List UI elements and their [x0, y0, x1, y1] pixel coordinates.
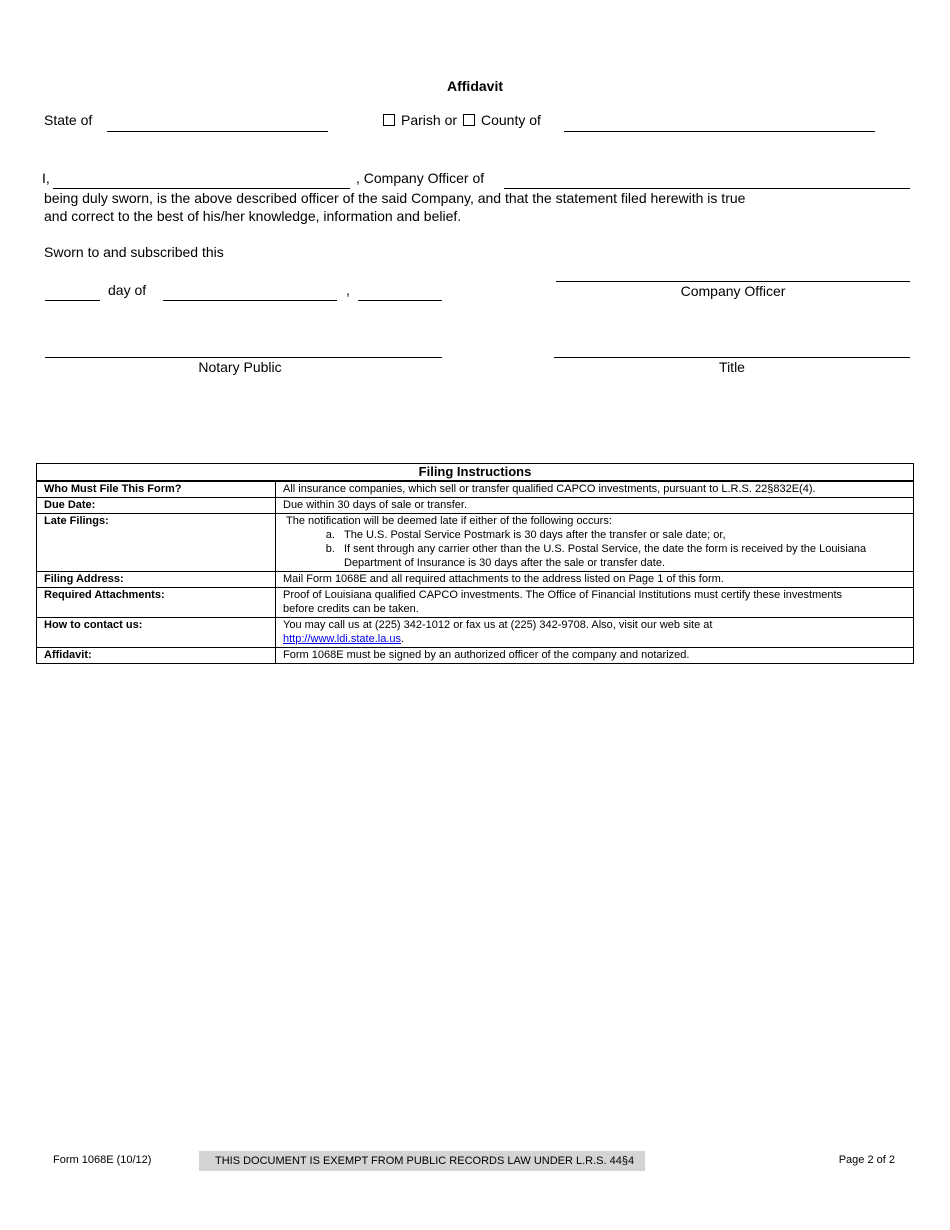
notary-signature-line[interactable] — [45, 357, 442, 358]
late-filings-list — [283, 528, 913, 570]
table-row — [37, 481, 914, 498]
parish-label: Parish or — [401, 112, 458, 128]
sworn-statement-line1: being duly sworn, is the above described officer of the said Company, and that the statement filed herewith is true — [44, 190, 746, 206]
row-text: All insurance companies, which sell or transfer qualified CAPCO investments, pursuant to L.R.S. 22§832E(4). — [276, 481, 914, 498]
sworn-to-label: Sworn to and subscribed this — [44, 244, 224, 260]
i-label: I, — [42, 170, 50, 186]
sworn-statement-line2: and correct to the best of his/her knowledge, information and belief. — [44, 208, 462, 224]
table-row — [37, 572, 914, 588]
officer-name-field[interactable] — [53, 188, 350, 189]
row-label: Late Filings: — [37, 514, 276, 572]
table-row — [37, 618, 914, 648]
county-checkbox[interactable] — [463, 114, 475, 126]
form-number: Form 1068E (10/12) — [53, 1154, 152, 1166]
state-label: State of — [44, 112, 93, 128]
notary-public-label: Notary Public — [198, 359, 282, 375]
title-label: Title — [719, 359, 745, 375]
row-text: Mail Form 1068E and all required attachments to the address listed on Page 1 of this form. — [276, 572, 914, 588]
row-label: Who Must File This Form? — [37, 481, 276, 498]
company-officer-sig-label: Company Officer — [680, 283, 786, 299]
exempt-notice: THIS DOCUMENT IS EXEMPT FROM PUBLIC RECORDS LAW UNDER L.R.S. 44§4 — [199, 1151, 645, 1171]
year-field[interactable] — [358, 300, 442, 301]
table-row — [37, 498, 914, 514]
page-number: Page 2 of 2 — [838, 1154, 895, 1166]
row-text: The notification will be deemed late if either of the following occurs: — [286, 515, 612, 527]
row-label: Due Date: — [37, 498, 276, 514]
county-label: County of — [481, 112, 541, 128]
parish-checkbox[interactable] — [383, 114, 395, 126]
row-text: You may call us at (225) 342-1012 or fax us at (225) 342-9708. Also, visit our web site at — [283, 619, 713, 631]
table-row — [37, 514, 914, 572]
row-label: Filing Address: — [37, 572, 276, 588]
link-period: . — [401, 633, 405, 645]
title-signature-line[interactable] — [554, 357, 910, 358]
affidavit-title: Affidavit — [447, 78, 503, 94]
company-name-field[interactable] — [504, 188, 910, 189]
row-label: Required Attachments: — [37, 588, 276, 618]
filing-instructions-heading: Filing Instructions — [37, 464, 914, 482]
company-officer-of-label: , Company Officer of — [356, 170, 485, 186]
month-field[interactable] — [163, 300, 337, 301]
filing-instructions-table — [36, 463, 914, 664]
row-text: Form 1068E must be signed by an authorized officer of the company and notarized. — [276, 648, 914, 664]
row-text: Proof of Louisiana qualified CAPCO investments. The Office of Financial Institutions must certify these investments before credits can be taken. — [276, 588, 914, 618]
table-row — [37, 648, 914, 664]
company-officer-signature-line[interactable] — [556, 281, 910, 282]
day-of-label: day of — [108, 282, 147, 298]
parish-county-field[interactable] — [564, 131, 875, 132]
day-field[interactable] — [45, 300, 100, 301]
row-label: Affidavit: — [37, 648, 276, 664]
contact-cell — [276, 618, 914, 648]
row-text: Due within 30 days of sale or transfer. — [276, 498, 914, 514]
website-link[interactable]: http://www.ldi.state.la.us — [283, 633, 401, 645]
list-item: a. The U.S. Postal Service Postmark is 30 days after the transfer or sale date; or, — [338, 528, 913, 542]
list-item: b. If sent through any carrier other than the U.S. Postal Service, the date the form is received by the Louisiana Department of Insurance is 30 days after the sale or transfer date. — [338, 542, 913, 570]
state-field[interactable] — [107, 131, 328, 132]
late-filings-cell — [276, 514, 914, 572]
date-comma: , — [346, 282, 350, 298]
table-row — [37, 588, 914, 618]
row-label: How to contact us: — [37, 618, 276, 648]
